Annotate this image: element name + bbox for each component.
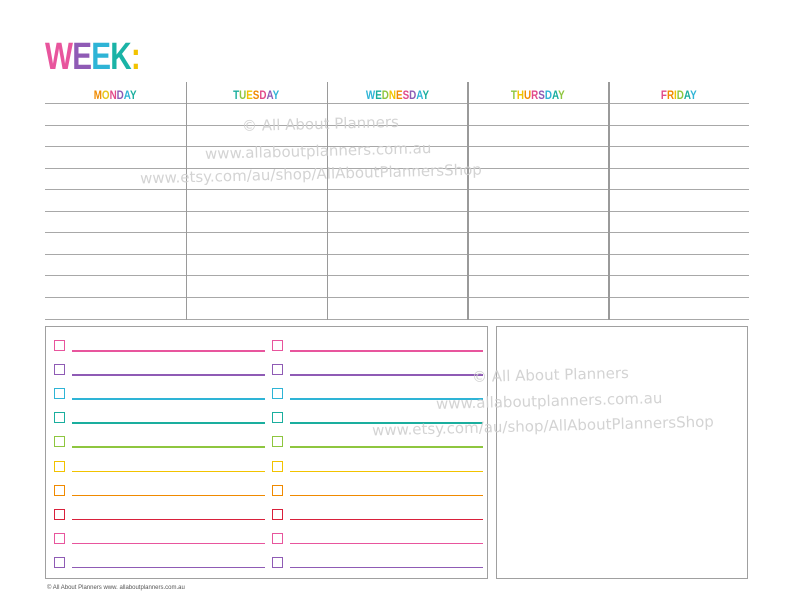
- day-header-letter: A: [266, 88, 273, 102]
- title-letter: K: [110, 36, 131, 78]
- watermark-site-top: www.allaboutplanners.com.au: [204, 139, 432, 163]
- day-header-letter: F: [660, 88, 667, 102]
- day-header-letter: Y: [130, 88, 137, 102]
- schedule-row-line: [45, 254, 749, 255]
- checkbox[interactable]: [272, 557, 283, 568]
- schedule-row-line: [45, 189, 749, 190]
- day-header-letter: A: [552, 88, 559, 102]
- day-header-letter: D: [259, 88, 267, 102]
- todo-write-line[interactable]: [72, 446, 265, 448]
- day-header-letter: A: [415, 88, 423, 102]
- checkbox[interactable]: [272, 388, 283, 399]
- day-header-letter: D: [381, 88, 389, 102]
- day-header-friday: [608, 88, 749, 102]
- title-letter: :: [130, 36, 140, 78]
- checkbox[interactable]: [54, 533, 65, 544]
- todo-write-line[interactable]: [72, 519, 265, 521]
- watermark-shop-right: www.etsy.com/au/shop/AllAboutPlannersShop: [371, 412, 715, 440]
- footer-credit: © All About Planners www. allaboutplanners.com.au: [47, 585, 185, 591]
- day-header-letter: U: [239, 88, 247, 102]
- todo-write-line[interactable]: [72, 543, 265, 545]
- day-header-letter: D: [117, 88, 125, 102]
- checkbox[interactable]: [54, 412, 65, 423]
- checkbox[interactable]: [272, 340, 283, 351]
- day-header-label: [366, 88, 429, 102]
- day-column-divider: [608, 82, 609, 320]
- todo-write-line[interactable]: [72, 398, 265, 400]
- day-header-letter: E: [374, 88, 382, 102]
- checkbox[interactable]: [54, 388, 65, 399]
- checkbox[interactable]: [54, 557, 65, 568]
- day-header-letter: R: [666, 88, 674, 102]
- todo-write-line[interactable]: [72, 567, 265, 569]
- day-header-letter: Y: [272, 88, 280, 102]
- title-letter: E: [72, 36, 92, 78]
- day-header-letter: D: [676, 88, 684, 102]
- todo-write-line[interactable]: [290, 567, 483, 569]
- day-header-letter: D: [408, 88, 416, 102]
- schedule-row-line: [45, 232, 749, 233]
- todo-item[interactable]: [54, 509, 266, 523]
- checkbox[interactable]: [54, 509, 65, 520]
- todo-item[interactable]: [272, 364, 484, 378]
- todo-write-line[interactable]: [72, 471, 265, 473]
- day-header-letter: Y: [690, 88, 697, 102]
- checkbox[interactable]: [272, 533, 283, 544]
- day-header-letter: M: [94, 88, 103, 102]
- checkbox[interactable]: [54, 340, 65, 351]
- day-header-label: [94, 88, 137, 102]
- schedule-row-line: [45, 319, 749, 320]
- day-header-tuesday: [186, 88, 327, 102]
- checkbox[interactable]: [54, 364, 65, 375]
- todo-item[interactable]: [272, 461, 484, 475]
- todo-item[interactable]: [54, 557, 266, 571]
- todo-list-box: [45, 326, 488, 579]
- day-header-letter: I: [673, 88, 677, 102]
- todo-write-line[interactable]: [290, 471, 483, 473]
- checkbox[interactable]: [272, 509, 283, 520]
- day-column-divider: [186, 82, 187, 320]
- watermark-shop-top: www.etsy.com/au/shop/AllAboutPlannersShop: [139, 160, 483, 188]
- todo-write-line[interactable]: [72, 374, 265, 376]
- day-header-letter: A: [683, 88, 691, 102]
- day-header-monday: [45, 88, 186, 102]
- schedule-row-line: [45, 211, 749, 212]
- watermark-copyright-right: © All About Planners: [471, 363, 630, 387]
- checkbox[interactable]: [54, 436, 65, 447]
- todo-item[interactable]: [54, 485, 266, 499]
- checkbox[interactable]: [272, 461, 283, 472]
- day-header-letter: E: [246, 88, 253, 102]
- day-header-letter: Y: [422, 88, 429, 102]
- day-header-letter: R: [531, 88, 539, 102]
- todo-item[interactable]: [54, 340, 266, 354]
- todo-item[interactable]: [54, 436, 266, 450]
- todo-item[interactable]: [272, 533, 484, 547]
- day-header-wednesday: [327, 88, 468, 102]
- todo-item[interactable]: [54, 461, 266, 475]
- todo-write-line[interactable]: [290, 446, 483, 448]
- todo-item[interactable]: [54, 412, 266, 426]
- day-header-letter: T: [233, 88, 240, 102]
- checkbox[interactable]: [272, 485, 283, 496]
- watermark-copyright-top: © All About Planners: [241, 112, 400, 136]
- day-header-letter: A: [124, 88, 131, 102]
- day-header-letter: U: [524, 88, 532, 102]
- day-header-label: [661, 88, 697, 102]
- page-title: [45, 37, 140, 77]
- schedule-row-line: [45, 297, 749, 298]
- todo-item[interactable]: [54, 364, 266, 378]
- day-header-letter: S: [252, 88, 260, 102]
- day-header-letter: T: [510, 88, 517, 102]
- day-header-letter: H: [516, 88, 525, 102]
- todo-item[interactable]: [54, 533, 266, 547]
- day-header-letter: N: [109, 88, 118, 102]
- todo-write-line[interactable]: [72, 350, 265, 352]
- todo-item[interactable]: [272, 340, 484, 354]
- todo-item[interactable]: [272, 509, 484, 523]
- day-header-label: [511, 88, 565, 102]
- schedule-row-line: [45, 275, 749, 276]
- todo-write-line[interactable]: [72, 495, 265, 497]
- checkbox[interactable]: [272, 412, 283, 423]
- todo-write-line[interactable]: [72, 422, 265, 424]
- day-header-letter: E: [395, 88, 403, 102]
- day-header-letter: S: [538, 88, 545, 102]
- day-column-divider: [467, 82, 468, 320]
- todo-item[interactable]: [272, 485, 484, 499]
- checkbox[interactable]: [54, 461, 65, 472]
- day-header-letter: Y: [558, 88, 565, 102]
- day-header-letter: S: [402, 88, 409, 102]
- todo-write-line[interactable]: [290, 495, 483, 497]
- day-header-letter: O: [102, 88, 110, 102]
- day-header-letter: N: [388, 88, 396, 102]
- todo-write-line[interactable]: [290, 519, 483, 521]
- day-header-letter: D: [544, 88, 553, 102]
- day-header-letter: W: [365, 88, 375, 102]
- todo-item[interactable]: [54, 388, 266, 402]
- schedule-row-line: [45, 103, 749, 104]
- todo-write-line[interactable]: [290, 543, 483, 545]
- day-header-label: [233, 88, 279, 102]
- todo-write-line[interactable]: [290, 350, 483, 352]
- checkbox[interactable]: [272, 436, 283, 447]
- todo-item[interactable]: [272, 557, 484, 571]
- watermark-site-right: www.allaboutplanners.com.au: [435, 389, 663, 413]
- title-letter: W: [45, 36, 73, 78]
- checkbox[interactable]: [54, 485, 65, 496]
- checkbox[interactable]: [272, 364, 283, 375]
- title-letter: E: [91, 36, 111, 78]
- day-header-thursday: [467, 88, 608, 102]
- todo-write-line[interactable]: [290, 374, 483, 376]
